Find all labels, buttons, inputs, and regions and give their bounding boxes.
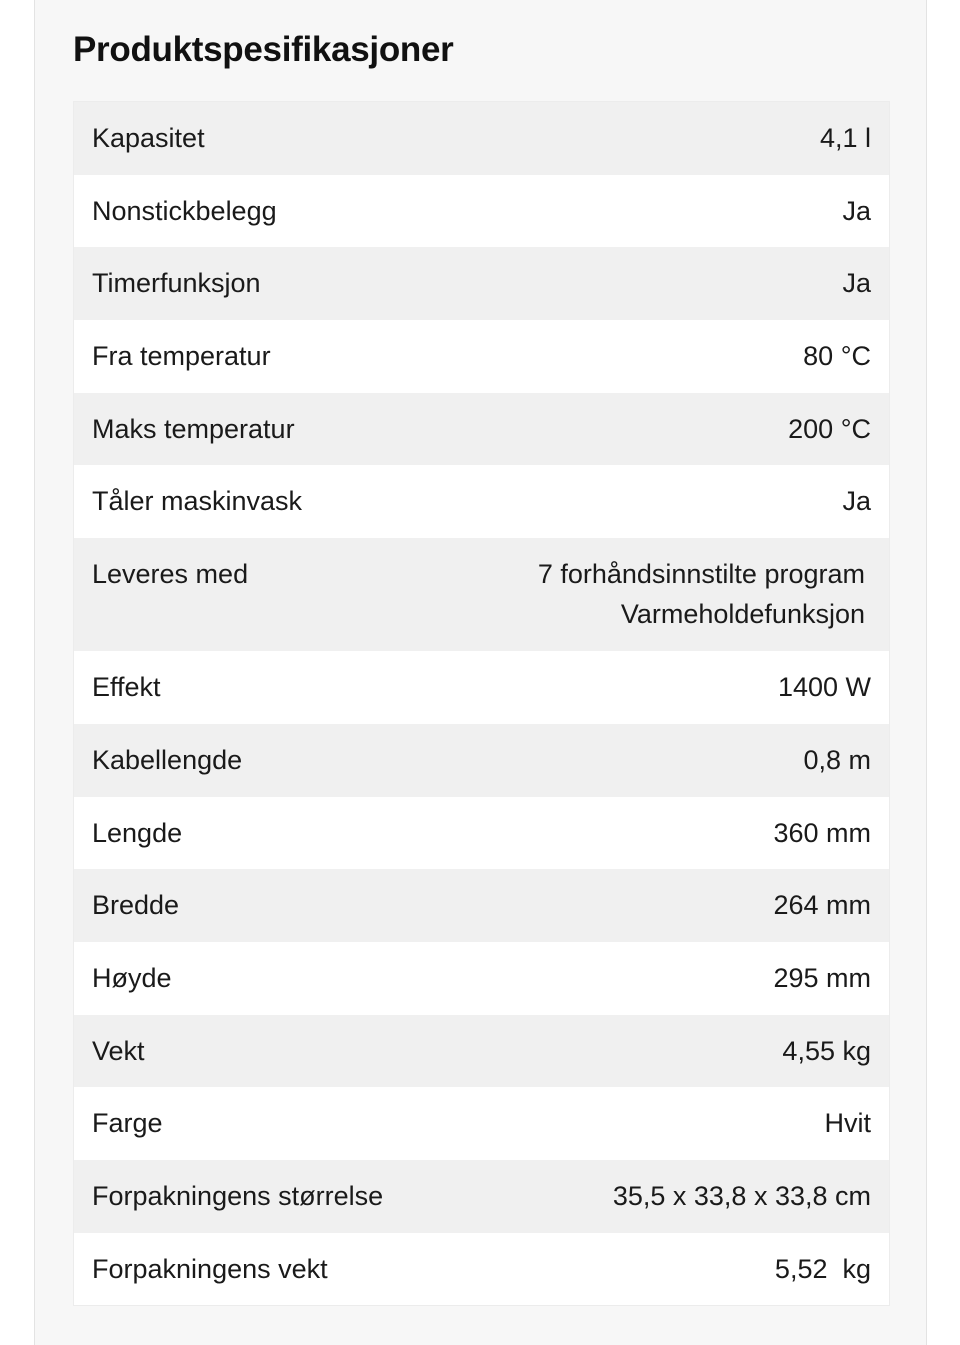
table-row (74, 724, 889, 797)
spec-label: Fra temperatur (92, 341, 271, 372)
spec-value: 80 °C (803, 341, 871, 372)
spec-value: 35,5 x 33,8 x 33,8 cm (612, 1180, 871, 1211)
spec-label: Nonstickbelegg (92, 195, 277, 226)
spec-label: Kapasitet (92, 123, 205, 153)
spec-label: Forpakningens størrelse (92, 1180, 384, 1211)
spec-label: Vekt (92, 1035, 145, 1066)
table-row (74, 869, 889, 942)
table-row (74, 1233, 889, 1306)
product-spec-panel (34, 0, 927, 1345)
table-row (74, 320, 889, 393)
table-row (74, 651, 889, 724)
table-row (74, 538, 889, 651)
table-row (74, 102, 889, 175)
table-row (74, 1015, 889, 1088)
table-row (74, 393, 889, 466)
table-row (74, 1160, 889, 1233)
spec-value: 4,1 l (819, 123, 871, 153)
spec-value: Hvit (824, 1108, 871, 1139)
spec-table (73, 101, 890, 1306)
spec-label: Lengde (92, 817, 183, 848)
spec-label: Leveres med (92, 559, 249, 590)
spec-value: 295 mm (773, 962, 871, 993)
spec-value: 4,55 kg (782, 1035, 871, 1066)
spec-value: 1400 W (777, 672, 871, 703)
spec-value: 200 °C (788, 413, 871, 444)
table-row (74, 1087, 889, 1160)
spec-value: 360 mm (773, 817, 871, 848)
spec-value (538, 554, 871, 634)
spec-label: Bredde (92, 890, 180, 921)
table-row (74, 942, 889, 1015)
spec-value-line: 7 forhåndsinnstilte program (537, 559, 865, 590)
table-row (74, 797, 889, 870)
spec-value: Ja (842, 195, 871, 226)
spec-label: Effekt (92, 672, 161, 703)
spec-label: Maks temperatur (92, 413, 295, 444)
spec-label: Timerfunksjon (92, 268, 261, 299)
page-title: Produktspesifikasjoner (73, 30, 454, 69)
spec-value-line: Varmeholdefunksjon (620, 599, 865, 630)
spec-label: Farge (92, 1108, 163, 1139)
spec-value: Ja (842, 268, 871, 299)
table-row (74, 247, 889, 320)
spec-label: Tåler maskinvask (92, 486, 303, 517)
table-row (74, 175, 889, 248)
spec-label: Høyde (92, 962, 172, 993)
spec-label: Kabellengde (92, 744, 243, 775)
spec-value: 264 mm (773, 890, 871, 921)
spec-value: Ja (842, 486, 871, 517)
spec-value: 5,52 kg (774, 1253, 871, 1284)
spec-label: Forpakningens vekt (92, 1253, 328, 1284)
table-row (74, 465, 889, 538)
spec-value: 0,8 m (803, 744, 871, 775)
